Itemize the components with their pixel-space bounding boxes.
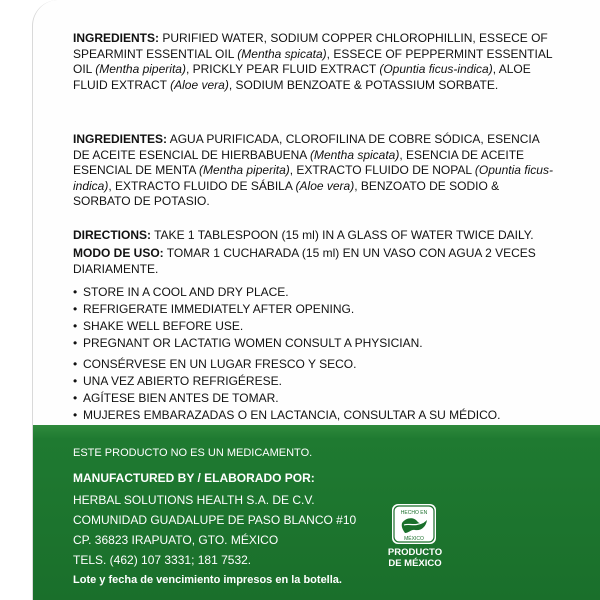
hecho-en-mexico-icon [391, 503, 437, 545]
not-medicine-notice: ESTE PRODUCTO NO ES UN MEDICAMENTO. [73, 447, 313, 459]
ingredients-es-heading: INGREDIENTES: [73, 132, 168, 146]
lot-note: Lote y fecha de vencimiento impresos en la botella. [73, 574, 342, 586]
ingredients-en-heading: INGREDIENTS: [73, 31, 160, 45]
ingredients-spanish: INGREDIENTES: AGUA PURIFICADA, CLOROFILINA DE COBRE SÓDICA, ESENCIA DE ACEITE ESENCIAL DE HIERBABUENA (Mentha spicata), ESENCIA DE ACEITE ESENCIAL DE MENTA (Mentha piperita), EXTRACTO FLUIDO DE NOPAL (Opuntia ficus-indica), EXTRACTO FLUIDO DE SÁBILA (Aloe vera), BENZOATO DE SODIO & SORBATO DE POTASIO. [73, 132, 553, 208]
directions-heading: DIRECTIONS: [73, 228, 151, 242]
product-label [32, 0, 600, 600]
directions: DIRECTIONS: TAKE 1 TABLESPOON (15 ml) IN A GLASS OF WATER TWICE DAILY. [73, 228, 534, 242]
list-item: • AGÍTESE BIEN ANTES DE TOMAR. [73, 390, 500, 407]
badge-bottom-text: MÉXICO [404, 536, 424, 542]
address-line-1: COMUNIDAD GUADALUPE DE PASO BLANCO #10 [73, 513, 357, 527]
badge-top-text: HECHO EN [400, 510, 428, 516]
list-item: • UNA VEZ ABIERTO REFRIGÉRESE. [73, 373, 500, 390]
modo-de-uso-heading: MODO DE USO: [73, 246, 164, 260]
list-item: • REFRIGERATE IMMEDIATELY AFTER OPENING. [73, 301, 423, 318]
manufactured-by-heading: MANUFACTURED BY / ELABORADO POR: [73, 471, 315, 485]
list-item: • PREGNANT OR LACTATIG WOMEN CONSULT A PHYSICIAN. [73, 335, 423, 352]
list-item: • STORE IN A COOL AND DRY PLACE. [73, 284, 423, 301]
list-item: • CONSÉRVESE EN UN LUGAR FRESCO Y SECO. [73, 356, 500, 373]
label-text-area [33, 0, 600, 425]
manufacturer-panel [33, 425, 600, 600]
modo-de-uso: MODO DE USO: TOMAR 1 CUCHARADA (15 ml) EN UN VASO CON AGUA 2 VECES DIARIAMENTE. [73, 246, 536, 276]
producto-de-mexico-caption: PRODUCTO DE MÉXICO [387, 547, 443, 569]
company-name: HERBAL SOLUTIONS HEALTH S.A. DE C.V. [73, 493, 315, 507]
ingredients-english: INGREDIENTS: PURIFIED WATER, SODIUM COPPER CHLOROPHILLIN, ESSECE OF SPEARMINT ESSENTIAL OIL (Mentha spicata), ESSECE OF PEPPERMINT ESSENTIAL OIL (Mentha piperita), PRICKLY PEAR FLUID EXTRACT (Opuntia ficus-indica), ALOE FLUID EXTRACT (Aloe vera), SODIUM BENZOATE & POTASSIUM SORBATE. [73, 31, 553, 92]
list-item: • MUJERES EMBARAZADAS O EN LACTANCIA, CONSULTAR A SU MÉDICO. [73, 407, 500, 424]
warnings-spanish [73, 356, 500, 424]
phone-numbers: TELS. (462) 107 3331; 181 7532. [73, 553, 252, 567]
address-line-2: CP. 36823 IRAPUATO, GTO. MÉXICO [73, 533, 279, 547]
list-item: • SHAKE WELL BEFORE USE. [73, 318, 423, 335]
warnings-english [73, 284, 423, 352]
